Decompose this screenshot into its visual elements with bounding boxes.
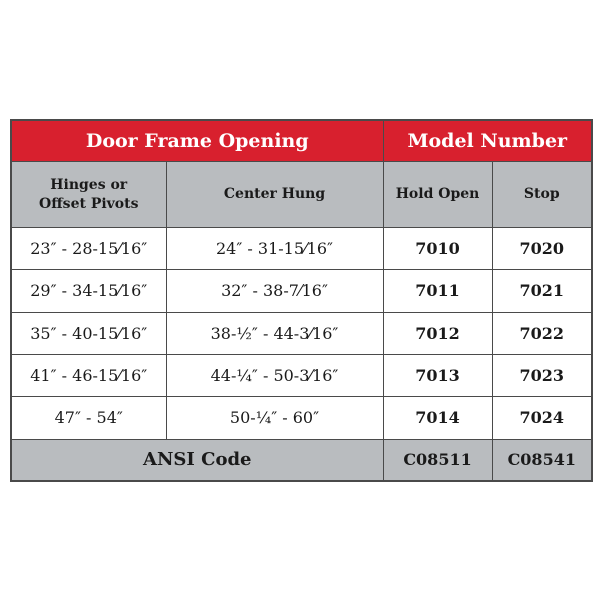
hinges-cell: 41″ - 46-15⁄16″ [11, 354, 166, 396]
stop-model-cell: 7022 [492, 312, 592, 354]
hold-open-model-cell: 7012 [383, 312, 492, 354]
hold-open-model-cell: 7010 [383, 227, 492, 269]
center-hung-cell: 44-¼″ - 50-3⁄16″ [166, 354, 383, 396]
center-hung-cell: 38-½″ - 44-3⁄16″ [166, 312, 383, 354]
stop-model-cell: 7020 [492, 227, 592, 269]
hinges-cell: 23″ - 28-15⁄16″ [11, 227, 166, 269]
table-row [11, 270, 592, 312]
table-row [11, 397, 592, 439]
stop-header: Stop [492, 162, 592, 228]
hold-open-header: Hold Open [383, 162, 492, 228]
hold-open-model-cell: 7013 [383, 354, 492, 396]
hinges-header [11, 162, 166, 228]
hinges-cell: 35″ - 40-15⁄16″ [11, 312, 166, 354]
table-subheader-row [11, 162, 592, 228]
center-hung-header: Center Hung [166, 162, 383, 228]
table-row [11, 354, 592, 396]
ansi-hold-open-code: C08511 [383, 439, 492, 481]
door-frame-spec-table [10, 119, 593, 482]
stop-model-cell: 7024 [492, 397, 592, 439]
hinges-cell: 29″ - 34-15⁄16″ [11, 270, 166, 312]
door-frame-opening-header: Door Frame Opening [11, 120, 383, 162]
stop-model-cell: 7021 [492, 270, 592, 312]
stop-model-cell: 7023 [492, 354, 592, 396]
hold-open-model-cell: 7014 [383, 397, 492, 439]
ansi-stop-code: C08541 [492, 439, 592, 481]
ansi-code-row [11, 439, 592, 481]
center-hung-cell: 32″ - 38-7⁄16″ [166, 270, 383, 312]
ansi-code-label: ANSI Code [11, 439, 383, 481]
center-hung-cell: 50-¼″ - 60″ [166, 397, 383, 439]
hold-open-model-cell: 7011 [383, 270, 492, 312]
hinges-cell: 47″ - 54″ [11, 397, 166, 439]
hinges-header-line2: Offset Pivots [39, 195, 139, 212]
center-hung-cell: 24″ - 31-15⁄16″ [166, 227, 383, 269]
table-row [11, 312, 592, 354]
table-row [11, 227, 592, 269]
hinges-header-line1: Hinges or [50, 176, 128, 193]
table-header-row [11, 120, 592, 162]
model-number-header: Model Number [383, 120, 592, 162]
